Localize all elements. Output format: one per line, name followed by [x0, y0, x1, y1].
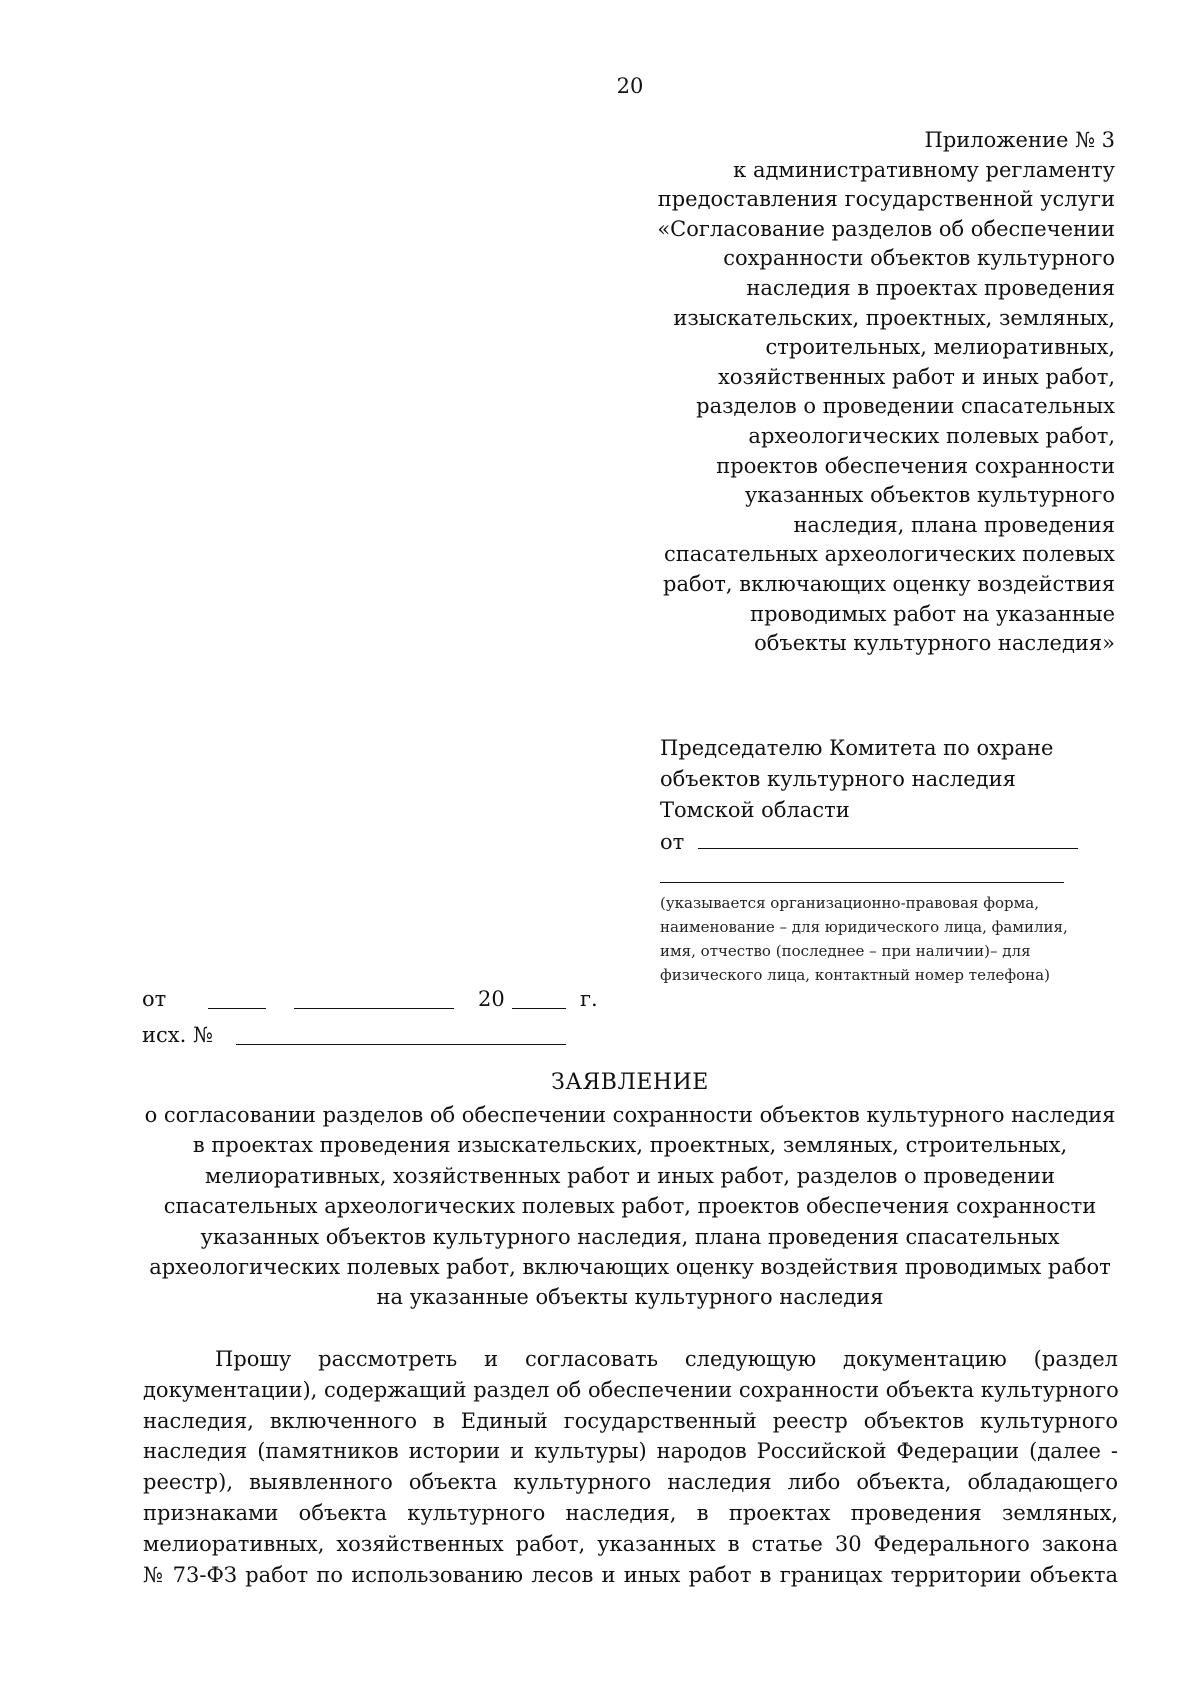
appendix-line: предоставления государственной услуги [657, 187, 1115, 212]
statement-title: ЗАЯВЛЕНИЕ [551, 1070, 709, 1095]
hint-line: (указывается организационно-правовая форма, [660, 894, 1040, 912]
body-line: реестр), выявленного объекта культурного наследия либо объекта, обладающего [143, 1470, 1118, 1495]
appendix-line: объекты культурного наследия» [754, 631, 1115, 656]
subtitle-line: спасательных археологических полевых работ, проектов обеспечения сохранности [163, 1194, 1097, 1219]
addressee-line: Томской области [660, 798, 850, 822]
appendix-line: сохранности объектов культурного [723, 246, 1115, 271]
page-number: 20 [616, 74, 644, 98]
hint-line: наименование – для юридического лица, фамилия, [660, 918, 1068, 936]
subtitle-line: указанных объектов культурного наследия, плана проведения спасательных [200, 1224, 1060, 1249]
statement-subtitle [120, 1100, 1140, 1313]
appendix-line: указанных объектов культурного [744, 483, 1115, 508]
addressee-line: Председателю Комитета по охране [660, 736, 1054, 760]
subtitle-line: о согласовании разделов об обеспечении сохранности объектов культурного наследия [144, 1103, 1116, 1127]
appendix-line: работ, включающих оценку воздействия [663, 571, 1115, 596]
body-line: документации), содержащий раздел об обеспечении сохранности объекта культурного [143, 1377, 1119, 1402]
statement-body [143, 1344, 1118, 1590]
date-block [142, 982, 598, 1054]
appendix-header [515, 126, 1115, 659]
year-prefix: 20 [478, 987, 505, 1011]
outgoing-number-row [142, 1018, 213, 1054]
appendix-line: Приложение № 3 [924, 128, 1115, 152]
appendix-line: проектов обеспечения сохранности [716, 453, 1115, 478]
month-field[interactable] [294, 986, 454, 1009]
body-line: Прошу рассмотреть и согласовать следующую документацию (раздел [215, 1347, 1118, 1371]
subtitle-line: мелиоративных, хозяйственных работ и иных работ, разделов о проведении [205, 1163, 1055, 1188]
outgoing-number-field[interactable] [236, 1022, 566, 1045]
body-line: признаками объекта культурного наследия, в проектах проведения земляных, [143, 1500, 1118, 1525]
date-from-label: от [142, 987, 167, 1011]
year-suffix: г. [580, 987, 598, 1011]
appendix-line: спасательных археологических полевых [664, 542, 1115, 567]
body-line: № 73-ФЗ работ по использованию лесов и иных работ в границах территории объекта [143, 1562, 1118, 1587]
day-field[interactable] [208, 986, 266, 1009]
addressee-block [660, 733, 1140, 987]
applicant-details-field[interactable] [660, 882, 1064, 883]
subtitle-line: в проектах проведения изыскательских, проектных, земляных, строительных, [192, 1133, 1068, 1158]
subtitle-line: на указанные объекты культурного наследия [376, 1285, 884, 1310]
appendix-line: к административному регламенту [733, 157, 1115, 182]
appendix-line: строительных, мелиоративных, [765, 335, 1115, 360]
appendix-line: наследия, плана проведения [793, 512, 1115, 537]
addressee-line: объектов культурного наследия [660, 767, 1016, 791]
from-label: от [660, 830, 685, 854]
body-line: мелиоративных, хозяйственных работ, указанных в статье 30 Федерального закона [143, 1531, 1118, 1556]
date-row [142, 982, 598, 1018]
hint-line: физического лица, контактный номер телефона) [660, 966, 1050, 984]
year-field[interactable] [512, 986, 566, 1009]
appendix-line: «Согласование разделов об обеспечении [657, 216, 1115, 241]
appendix-line: изыскательских, проектных, земляных, [673, 305, 1115, 330]
appendix-line: археологических полевых работ, [748, 423, 1115, 448]
hint-line: имя, отчество (последнее – при наличии)– для [660, 942, 1031, 960]
appendix-line: наследия в проектах проведения [746, 275, 1115, 300]
body-line: наследия (памятников истории и культуры) народов Российской Федерации (далее - [143, 1439, 1118, 1464]
applicant-hint [660, 891, 1140, 987]
appendix-line: хозяйственных работ и иных работ, [717, 364, 1115, 389]
outgoing-number-label: исх. № [142, 1023, 213, 1047]
appendix-line: разделов о проведении спасательных [696, 394, 1115, 419]
body-line: наследия, включенного в Единый государственный реестр объектов культурного [143, 1408, 1118, 1433]
applicant-from-row [660, 826, 1140, 858]
applicant-name-field[interactable] [698, 826, 1078, 849]
subtitle-line: археологических полевых работ, включающих оценку воздействия проводимых работ [149, 1255, 1111, 1280]
appendix-line: проводимых работ на указанные [750, 601, 1115, 626]
